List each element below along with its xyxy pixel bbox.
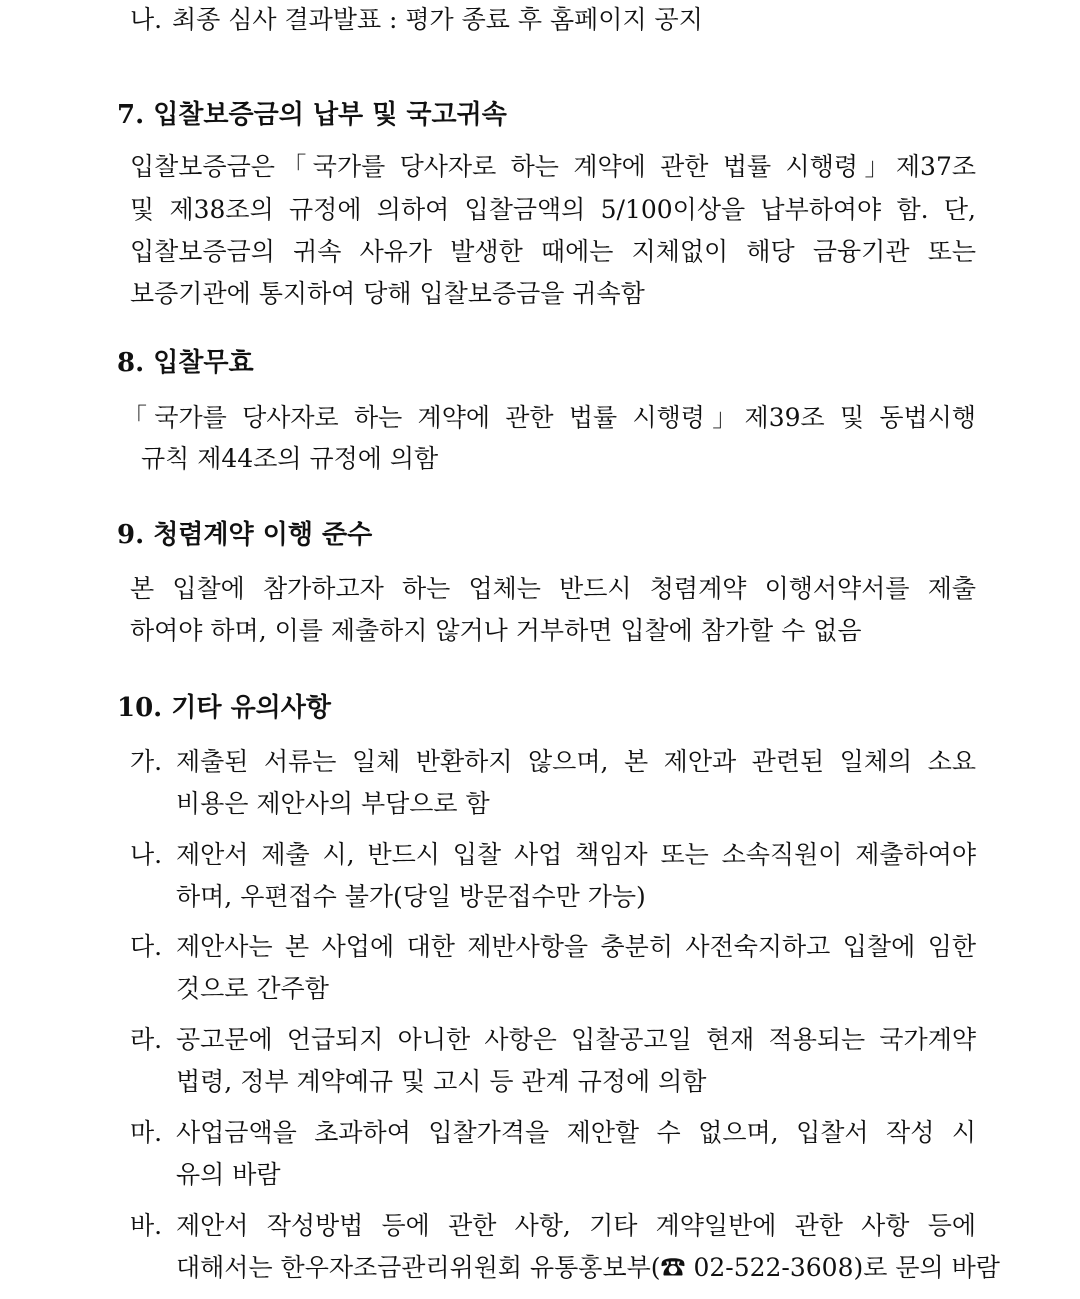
section-heading: 9. 청렴계약 이행 준수 xyxy=(117,520,373,550)
item-marker: 바. xyxy=(130,1211,163,1240)
body-line: 및 제38조의 규정에 의하여 입찰금액의 5/100이상을 납부하여야 함. 단, xyxy=(130,195,976,224)
item-line: 유의 바람 xyxy=(176,1160,281,1189)
item-line: 제출된 서류는 일체 반환하지 않으며, 본 제안과 관련된 일체의 소요 xyxy=(176,747,976,776)
item-marker: 가. xyxy=(130,747,163,776)
item-text: 최종 심사 결과발표 : 평가 종료 후 홈페이지 공지 xyxy=(172,5,703,34)
item-line: 제안서 제출 시, 반드시 입찰 사업 책임자 또는 소속직원이 제출하여야 xyxy=(176,840,976,869)
item-line: 하며, 우편접수 불가(당일 방문접수만 가능) xyxy=(176,882,646,911)
section-heading: 7. 입찰보증금의 납부 및 국고귀속 xyxy=(117,100,507,130)
item-marker: 다. xyxy=(130,932,163,961)
item-line: 제안사는 본 사업에 대한 제반사항을 충분히 사전숙지하고 입찰에 임한 xyxy=(176,932,976,961)
item-line: 비용은 제안사의 부담으로 함 xyxy=(176,789,490,818)
item-marker: 마. xyxy=(130,1118,163,1147)
item-line: 공고문에 언급되지 아니한 사항은 입찰공고일 현재 적용되는 국가계약 xyxy=(176,1025,976,1054)
item-marker: 나. xyxy=(130,5,163,34)
item-line: 대해서는 한우자조금관리위원회 유통홍보부(☎ 02-522-3608)로 문의 바람 xyxy=(176,1253,1000,1282)
body-line: 입찰보증금은「국가를 당사자로 하는 계약에 관한 법률 시행령」제37조 xyxy=(130,152,976,181)
item-marker: 나. xyxy=(130,840,163,869)
section-heading: 8. 입찰무효 xyxy=(117,348,254,378)
body-line: 본 입찰에 참가하고자 하는 업체는 반드시 청렴계약 이행서약서를 제출 xyxy=(130,574,976,603)
item-marker: 라. xyxy=(130,1025,163,1054)
body-line: 보증기관에 통지하여 당해 입찰보증금을 귀속함 xyxy=(130,279,645,308)
body-line: 하여야 하며, 이를 제출하지 않거나 거부하면 입찰에 참가할 수 없음 xyxy=(130,616,862,645)
item-line: 사업금액을 초과하여 입찰가격을 제안할 수 없으며, 입찰서 작성 시 xyxy=(176,1118,976,1147)
item-line: 제안서 작성방법 등에 관한 사항, 기타 계약일반에 관한 사항 등에 xyxy=(176,1211,976,1240)
body-line: 「국가를 당사자로 하는 계약에 관한 법률 시행령」제39조 및 동법시행 xyxy=(122,403,976,432)
item-line: 것으로 간주함 xyxy=(176,974,329,1003)
section-heading: 10. 기타 유의사항 xyxy=(117,693,332,723)
body-line: 입찰보증금의 귀속 사유가 발생한 때에는 지체없이 해당 금융기관 또는 xyxy=(130,237,976,266)
body-line: 규칙 제44조의 규정에 의함 xyxy=(141,444,439,473)
item-line: 법령, 정부 계약예규 및 고시 등 관계 규정에 의함 xyxy=(176,1067,707,1096)
